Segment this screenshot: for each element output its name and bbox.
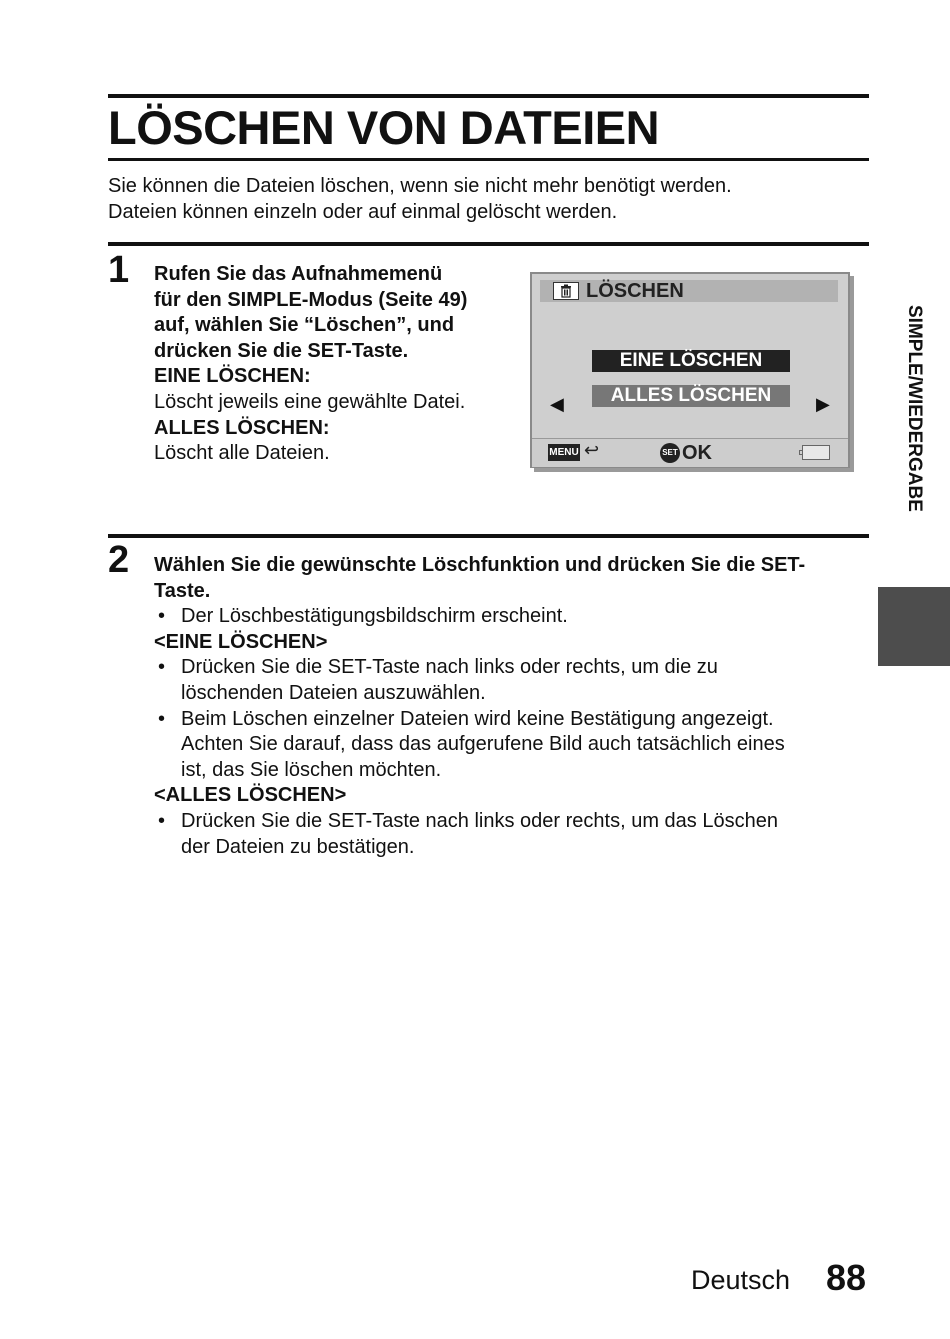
step1-instruction-line: Rufen Sie das Aufnahmemenü xyxy=(154,263,443,285)
bullet-dot: • xyxy=(158,707,166,730)
alles-loeschen-label: ALLES LÖSCHEN: xyxy=(154,416,330,439)
step1-number: 1 xyxy=(108,249,130,291)
camera-screen xyxy=(530,272,850,468)
footer-language: Deutsch xyxy=(691,1265,791,1295)
step1-body xyxy=(154,262,524,467)
bullet-dot: • xyxy=(158,809,166,832)
right-arrow-icon: ▶ xyxy=(816,394,830,414)
bullet-text: Achten Sie darauf, dass das aufgerufene Bild auch tatsächlich eines xyxy=(181,733,785,756)
bullet-text: Drücken Sie die SET-Taste nach links oder rechts, um das Löschen xyxy=(181,809,778,832)
list-item xyxy=(154,707,870,784)
intro-line: Sie können die Dateien löschen, wenn sie nicht mehr benötigt werden. xyxy=(108,175,732,197)
eine-loeschen-heading: <EINE LÖSCHEN> xyxy=(154,630,328,653)
intro-text xyxy=(108,173,848,225)
step1-instruction-line: für den SIMPLE-Modus (Seite 49) xyxy=(154,288,468,311)
option-eine-loeschen: EINE LÖSCHEN xyxy=(592,350,790,372)
bullet-text: Beim Löschen einzelner Dateien wird keine Bestätigung angezeigt. xyxy=(181,707,774,730)
option-alles-loeschen: ALLES LÖSCHEN xyxy=(592,385,790,407)
screen-title: LÖSCHEN xyxy=(586,280,684,302)
ok-label: OK xyxy=(682,442,712,464)
title-top-rule xyxy=(108,94,869,98)
side-tab-block xyxy=(878,587,950,666)
title-bottom-rule xyxy=(108,158,869,161)
list-item xyxy=(154,604,870,630)
alles-loeschen-heading: <ALLES LÖSCHEN> xyxy=(154,784,347,807)
step1-instruction-line: drücken Sie die SET-Taste. xyxy=(154,339,409,362)
trash-icon xyxy=(553,282,579,300)
list-item xyxy=(154,809,870,860)
eine-loeschen-label: EINE LÖSCHEN: xyxy=(154,365,311,388)
battery-icon xyxy=(802,445,830,460)
intro-line: Dateien können einzeln oder auf einmal gelöscht werden. xyxy=(108,201,618,223)
alles-loeschen-desc: Löscht alle Dateien. xyxy=(154,442,330,465)
step2-body xyxy=(154,553,870,860)
step1-rule xyxy=(108,242,869,246)
set-icon: SET xyxy=(660,443,680,463)
bullet-text: der Dateien zu bestätigen. xyxy=(181,835,415,858)
bullet-dot: • xyxy=(158,605,166,628)
bullet-dot: • xyxy=(158,656,166,679)
menu-icon: MENU xyxy=(548,444,580,461)
bullet-text: Der Löschbestätigungsbildschirm erscheint. xyxy=(181,605,568,628)
step2-instruction-line: Wählen Sie die gewünschte Löschfunktion und drücken Sie die SET- xyxy=(154,554,806,576)
eine-loeschen-desc: Löscht jeweils eine gewählte Datei. xyxy=(154,390,466,413)
step2-number: 2 xyxy=(108,539,130,581)
bullet-text: Drücken Sie die SET-Taste nach links oder rechts, um die zu xyxy=(181,656,718,679)
step1-instruction-line: auf, wählen Sie “Löschen”, und xyxy=(154,314,455,337)
page-number: 88 xyxy=(826,1257,867,1298)
bullet-text: ist, das Sie löschen möchten. xyxy=(181,758,442,781)
screen-footer xyxy=(532,438,848,467)
step2-instruction-line: Taste. xyxy=(154,579,211,602)
bullet-text: löschenden Dateien auszuwählen. xyxy=(181,681,486,704)
page-title: LÖSCHEN VON DATEIEN xyxy=(108,101,660,154)
side-tab-label: SIMPLE/WIEDERGABE xyxy=(904,305,925,512)
screen-header xyxy=(540,280,838,302)
back-icon: ↩ xyxy=(584,440,600,460)
left-arrow-icon: ◀ xyxy=(550,394,564,414)
step2-rule xyxy=(108,534,869,538)
list-item xyxy=(154,655,870,706)
